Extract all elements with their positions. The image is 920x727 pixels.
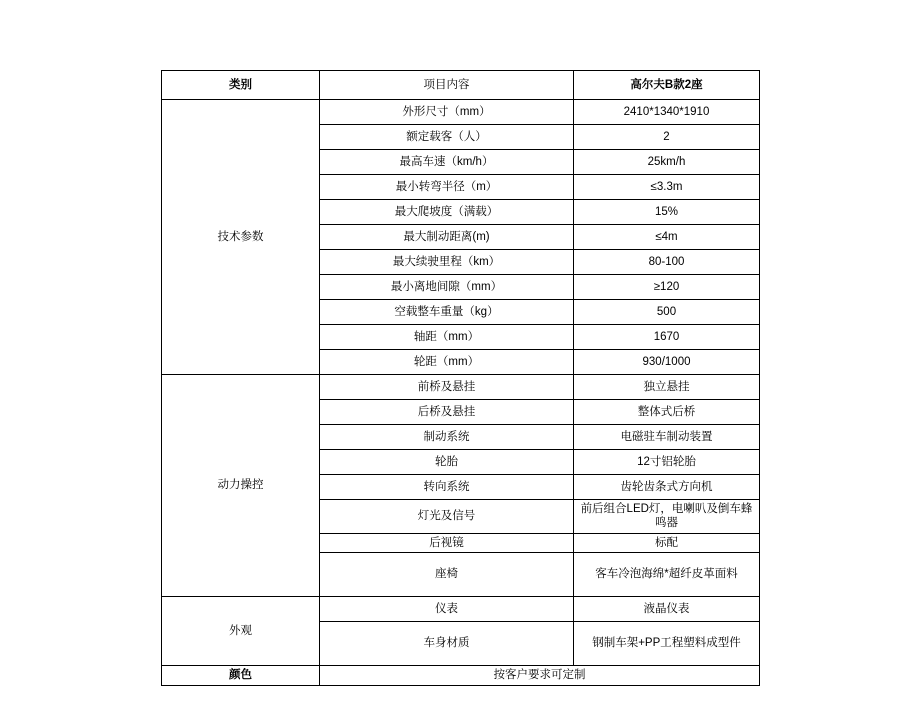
item-value: 500 xyxy=(574,300,760,325)
header-item: 项目内容 xyxy=(320,71,574,100)
item-label: 最高车速（km/h） xyxy=(320,150,574,175)
item-label: 轴距（mm） xyxy=(320,325,574,350)
item-label: 最大续驶里程（km） xyxy=(320,250,574,275)
item-label: 最大制动距离(m) xyxy=(320,225,574,250)
item-label: 轮胎 xyxy=(320,450,574,475)
item-label: 外形尺寸（mm） xyxy=(320,100,574,125)
item-value: 1670 xyxy=(574,325,760,350)
item-value: ≥120 xyxy=(574,275,760,300)
item-label: 空载整车重量（kg） xyxy=(320,300,574,325)
header-model: 高尔夫B款2座 xyxy=(574,71,760,100)
item-value: 2 xyxy=(574,125,760,150)
item-label: 灯光及信号 xyxy=(320,500,574,534)
item-value: 15% xyxy=(574,200,760,225)
item-label: 车身材质 xyxy=(320,622,574,666)
footer-value-color: 按客户要求可定制 xyxy=(320,666,760,685)
item-label: 轮距（mm） xyxy=(320,350,574,375)
item-value: ≤3.3m xyxy=(574,175,760,200)
item-label: 制动系统 xyxy=(320,425,574,450)
table-row xyxy=(162,375,760,400)
item-value: 80-100 xyxy=(574,250,760,275)
item-value: 整体式后桥 xyxy=(574,400,760,425)
table-header-row xyxy=(162,71,760,100)
category-cell-powertrain: 动力操控 xyxy=(162,375,320,597)
spec-table xyxy=(161,70,760,686)
category-cell-tech: 技术参数 xyxy=(162,100,320,375)
item-label: 最小离地间隙（mm） xyxy=(320,275,574,300)
item-label: 转向系统 xyxy=(320,475,574,500)
item-value: 电磁驻车制动装置 xyxy=(574,425,760,450)
item-value: 标配 xyxy=(574,533,760,552)
item-label: 最大爬坡度（满载） xyxy=(320,200,574,225)
spec-sheet xyxy=(161,70,759,686)
item-value: 930/1000 xyxy=(574,350,760,375)
item-value: 前后组合LED灯，电喇叭及倒车蜂鸣器 xyxy=(574,500,760,534)
item-label: 仪表 xyxy=(320,597,574,622)
item-value: 2410*1340*1910 xyxy=(574,100,760,125)
item-value: 齿轮齿条式方向机 xyxy=(574,475,760,500)
item-label: 额定载客（人） xyxy=(320,125,574,150)
table-footer-row xyxy=(162,666,760,685)
footer-label-color: 颜色 xyxy=(162,666,320,685)
header-category: 类别 xyxy=(162,71,320,100)
table-row xyxy=(162,100,760,125)
item-label: 后视镜 xyxy=(320,533,574,552)
item-label: 后桥及悬挂 xyxy=(320,400,574,425)
item-label: 座椅 xyxy=(320,553,574,597)
item-value: ≤4m xyxy=(574,225,760,250)
item-value: 12寸铝轮胎 xyxy=(574,450,760,475)
item-label: 最小转弯半径（m） xyxy=(320,175,574,200)
category-cell-appearance: 外观 xyxy=(162,597,320,666)
item-value: 液晶仪表 xyxy=(574,597,760,622)
item-value: 独立悬挂 xyxy=(574,375,760,400)
item-label: 前桥及悬挂 xyxy=(320,375,574,400)
item-value: 客车冷泡海绵*超纤皮革面料 xyxy=(574,553,760,597)
item-value: 25km/h xyxy=(574,150,760,175)
item-value: 钢制车架+PP工程塑料成型件 xyxy=(574,622,760,666)
table-row xyxy=(162,597,760,622)
